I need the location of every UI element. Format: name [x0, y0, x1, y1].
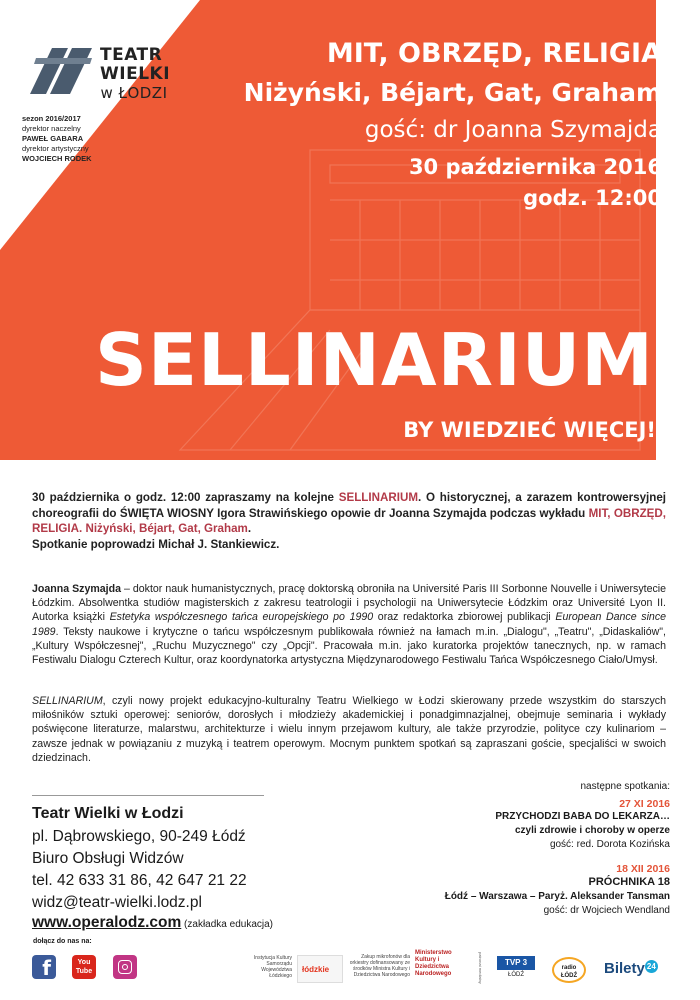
contact-divider [32, 795, 264, 796]
media-partner-label: patronat medialny [478, 952, 483, 984]
lecture-names: Niżyński, Béjart, Gat, Graham [243, 78, 662, 107]
website-link[interactable]: www.operalodz.com [32, 914, 182, 931]
tvp3-city: ŁÓDŹ [507, 972, 524, 978]
lodzkie-text: łódzkie [302, 965, 330, 974]
logo-line-1: TEATR [100, 45, 163, 65]
radio-lodz-logo: radio ŁÓDŹ [552, 957, 586, 983]
about-brand: SELLINARIUM [32, 695, 103, 707]
meeting-1-subtitle: czyli zdrowie i choroby w operze [514, 825, 670, 836]
season-label: sezon 2016/2017 [22, 114, 81, 123]
meeting-1-guest: gość: red. Dorota Kozińska [549, 839, 670, 850]
bilety-text: Bilety [604, 960, 645, 977]
bio-text-1: – doktor nauk humanistycznych, pracę doktorską obroniła na Université Paris III Sorbonne Nouvelle i Uniwersytecie Łódzkim. Absolwentka studiów magisterskich z zakresu teatrologii i psychologii na Uniwersytecie Łódzkim oraz Université Lyon II. Autorka książki [32, 583, 666, 624]
intro-text-1: 30 października o godz. 12:00 zapraszamy na kolejne [32, 491, 339, 504]
event-date: 30 października 2016 [408, 155, 662, 179]
intro-text-2: . O historycznej, a zarazem kontrowersyjnej choreografii do ŚWIĘTA WIOSNY Igora Strawińskiego opowie dr Joanna Szymajda podczas wykładu [32, 491, 666, 520]
contact-office: Biuro Obsługi Widzów [32, 850, 184, 867]
join-us-label: dołącz do nas na: [33, 938, 92, 945]
about-paragraph [32, 694, 666, 765]
contact-address: pl. Dąbrowskiego, 90-249 Łódź [32, 828, 246, 845]
bilety24-logo [604, 960, 658, 977]
funding-note: Zakup mikrofonów dla orkiestry dofinansowany ze środków Ministra Kultury i Dziedzictwa Narodowego [349, 954, 410, 978]
lecture-title: MIT, OBRZĘD, RELIGIA [326, 38, 662, 69]
contact-name: Teatr Wielki w Łodzi [32, 805, 184, 822]
youtube-icon[interactable]: You Tube [72, 955, 96, 979]
logo-line-2: WIELKI [100, 64, 171, 84]
bilety-badge: 24 [645, 960, 658, 973]
contact-phone[interactable]: tel. 42 633 31 86, 42 647 21 22 [32, 872, 247, 889]
bio-text-2: oraz redaktorka zbiorowej publikacji [373, 611, 556, 624]
sellinarium-title: SELLINARIUM [95, 318, 654, 402]
meeting-2-title: PRÓCHNIKA 18 [588, 876, 670, 888]
lecture-guest: gość: dr Joanna Szymajda [364, 117, 662, 143]
ministry-logo: Ministerstwo Kultury i Dziedzictwa Narodowego [415, 950, 452, 977]
tagline: BY WIEDZIEĆ WIĘCEJ! [403, 418, 656, 442]
event-time: godz. 12:00 [523, 186, 662, 210]
meeting-2-guest: gość: dr Wojciech Wendland [543, 905, 670, 916]
artistic-director-role: dyrektor artystyczny [22, 144, 89, 153]
logo-mark-icon [30, 48, 92, 94]
bio-publication: European Dance since 1989 [32, 611, 667, 638]
logo-line-3: w ŁODZI [100, 84, 168, 102]
season-info [22, 114, 108, 164]
intro-brand: SELLINARIUM [338, 491, 418, 504]
instagram-icon[interactable] [113, 955, 137, 979]
intro-paragraph [32, 490, 666, 552]
logo-wordmark [100, 46, 170, 103]
meeting-2-date: 18 XII 2016 [616, 863, 670, 875]
meeting-1-date: 27 XI 2016 [619, 798, 670, 810]
intro-host: Spotkanie poprowadzi Michał J. Stankiewicz. [32, 537, 280, 551]
bio-text-3: . Teksty naukowe i krytyczne o tańcu współczesnym publikowała również na łamach m.in. „Dialogu", „Teatru", „Didaskaliów", „Kultury Współczesnej", „Ruchu Muzycznego" czy „Opcji". Pracowała m.in. jako kuratorka projektów tanecznych, np. w ramach Festiwalu Dialogu Czterech Kultur, oraz koordynatorka artystyczna Międzynarodowego Festiwalu Tańca Współczesnego Ciało/Umysł. [32, 625, 666, 667]
tvp3-logo: TVP 3 [497, 956, 535, 970]
contact-email[interactable]: widz@teatr-wielki.lodz.pl [32, 894, 202, 911]
bio-name: Joanna Szymajda [32, 583, 121, 595]
lodzkie-logo [297, 955, 343, 983]
bio-paragraph [32, 582, 666, 667]
about-text: , czyli nowy projekt edukacyjno-kulturalny Teatru Wielkiego w Łodzi skierowany przede wszystkim do starszych miłośników sztuki operowej: seniorów, dorosłych i młodzieży akademickiej i ponadgimnazjalnej, obejmuje seminaria i wykłady poświęcone literaturze, malarstwu, architekturze i wielu innym przejawom kultury, ale także przyrodzie, polityce czy kulinariom – zawsze jednak w powiązaniu z muzyką i teatrem operowym. Mocnym punktem spotkań są zapraszani goście, specjaliści w swoich dziedzinach. [32, 695, 666, 764]
facebook-icon[interactable]: f [32, 955, 56, 979]
intro-lecture: MIT, OBRZĘD, RELIGIA. Niżyński, Béjart, Gat, Graham [32, 506, 666, 535]
artistic-director-name: WOJCIECH RODEK [22, 154, 92, 163]
director-name: PAWEŁ GABARA [22, 134, 84, 143]
next-meetings-header: następne spotkania: [580, 781, 670, 792]
meeting-1-title: PRZYCHODZI BABA DO LEKARZA… [495, 811, 670, 822]
website-note: (zakładka edukacja) [181, 919, 273, 930]
meeting-2-subtitle: Łódź – Warszawa – Paryż. Aleksander Tansman [444, 891, 670, 902]
institution-note: Instytucja Kultury Samorządu Województwa Łódzkiego [253, 955, 292, 979]
contact-web [32, 914, 273, 932]
director-role: dyrektor naczelny [22, 124, 81, 133]
teatr-wielki-logo[interactable] [30, 48, 92, 99]
intro-text-3: . [247, 522, 252, 535]
bio-book: Estetyka współczesnego tańca europejskiego po 1990 [109, 611, 374, 624]
